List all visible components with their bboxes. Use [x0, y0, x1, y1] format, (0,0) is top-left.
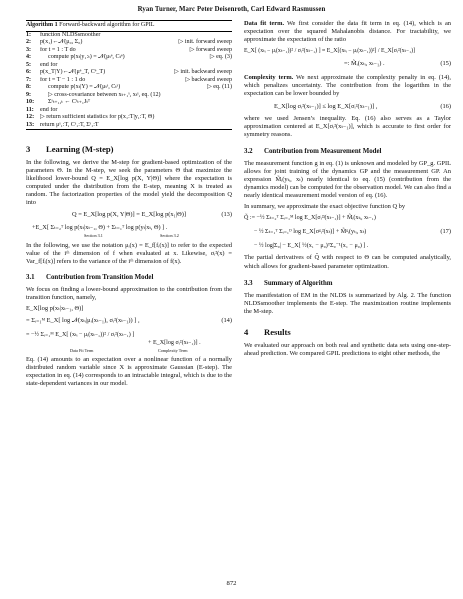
- algorithm-line-text: function NLDSsmoother: [40, 31, 101, 38]
- left-column: [26, 20, 232, 391]
- equation-16: [244, 103, 451, 111]
- algorithm-line-text: for t = 1 : T do: [40, 46, 76, 53]
- algorithm-line-text: ▷ cross-covariance between xₜ₊₁ˢ, xₜˢ, eq. (12): [48, 91, 161, 98]
- equation-line: E_X[log σᵢ²(xₜ₋₁)] ≤ log E_X[σᵢ²(xₜ₋₁)] ,: [274, 102, 378, 110]
- algorithm-line-number: 4:: [26, 54, 32, 60]
- algorithm-line-number: 7:: [26, 76, 32, 83]
- algorithm-line-number: 13:: [26, 121, 35, 128]
- equation-line: = Σᵢ₌₁ᴹ E_X[ log 𝒩(xₜᵢ|μᵢ(xₜ₋₁), σᵢ²(xₜ₋₁)) ] ,: [26, 317, 140, 325]
- section-number: 4: [244, 326, 249, 337]
- equation-number: (17): [440, 228, 451, 236]
- equation-line: − ½ log|Σ₀| − E_X[ ½(x₁ − μ₀)ᵀΣ₀⁻¹(x₁ − μ₀) ] .: [254, 243, 369, 250]
- subsection-title: Summary of Algorithm: [264, 279, 333, 287]
- algorithm-line: [26, 39, 232, 47]
- section-title: Learning (M-step): [46, 144, 114, 154]
- algorithm-line-comment: ▷ eq. (3): [209, 54, 232, 60]
- paragraph: In the following, we use the notation μᵢ(x) = E_f[fᵢ(x)] to refer to the expected value of the iᵗʰ dimension of f when evaluated at x. Likewise, σᵢ²(x) = Var_f[fᵢ(x)] refers to the variance of the iᵗʰ dimension of f(x).: [26, 241, 232, 265]
- algorithm-line-comment: ▷ backward sweep: [185, 76, 232, 83]
- paragraph: We focus on finding a lower-bound approximation to the contribution from the transition function, namely,: [26, 285, 232, 301]
- paragraph-text: We next approximate the complexity penalty in eq. (14), which penalizes uncertainty. The contribution from the logarithm in the expectation can be lower bounded by: [244, 74, 451, 98]
- page-number: 872: [226, 580, 237, 587]
- equation-line: − ½ Σₜ₌₁ᵀ Σᵢ₌₁ᴰ log E_X[σᵍᵢ²(xₜ)] + M̃ᵍᵢ(yₜᵢ, xₜ): [254, 229, 367, 236]
- section-title: Results: [264, 326, 291, 337]
- algorithm-line-text: end for: [40, 61, 58, 68]
- underbrace-label: Section 3.1: [84, 232, 103, 238]
- algorithm-line: [26, 54, 232, 62]
- equation-number: (13): [221, 210, 232, 218]
- algorithm-line-text: compute p(xₜ|Y) = 𝒩(μₜˢ, Cₜˢ): [48, 84, 121, 90]
- subsection-number: 3.2: [244, 147, 253, 155]
- algorithm-line-text: return μˢ₁:T, Cˢ₁:T, Σˢ₁:T: [40, 121, 99, 128]
- algorithm-label: Algorithm 1: [26, 22, 58, 28]
- algorithm-line-number: 6:: [26, 69, 32, 75]
- equation-line: E_X[ (xₜᵢ − μᵢ(xₜ₋₁))² / σᵢ²(xₜ₋₁) ] ≈ E_X[(xₜᵢ − μᵢ(xₜ₋₁))²] / E_X[σᵢ²(xₜ₋₁)]: [244, 48, 416, 55]
- algorithm-line-number: 12:: [26, 114, 35, 120]
- right-column: [244, 20, 451, 361]
- algorithm-line: [26, 77, 232, 85]
- algorithm-line-number: 10:: [26, 99, 35, 105]
- paragraph: In summary, we approximate the exact objective function Q by: [244, 203, 406, 211]
- algorithm-line-number: 1:: [26, 31, 32, 38]
- running-header: Ryan Turner, Marc Peter Deisenroth, Carl Edward Rasmussen: [137, 6, 326, 13]
- algorithm-line: [26, 107, 232, 115]
- paragraph: [244, 74, 451, 98]
- algorithm-line-number: 3:: [26, 46, 32, 53]
- algorithm-line: [26, 62, 232, 70]
- section-heading: [26, 144, 232, 154]
- equation-line: =: M̃ᵢ(xₜᵢ, xₜ₋₁) .: [344, 60, 385, 68]
- algorithm-line: [26, 69, 232, 77]
- algorithm-line: [26, 32, 232, 40]
- algorithm-line-number: 8:: [26, 84, 32, 90]
- algorithm-line-text: compute p(xₜ|y₁:ₜ) = 𝒩(μₜᵉ, Cₜᵉ): [48, 54, 125, 60]
- algorithm-line-comment: ▷ init. backward sweep: [174, 69, 232, 75]
- algorithm-line-text: p(x₁)←𝒩(μ₀, Σ₀): [40, 39, 83, 45]
- equation-line: Q̃ := −½ Σₜ₌₂ᵀ Σᵢ₌₁ᴹ log E_X[σᵢ²ʲ(xₜ₋₁)] + M̃ᵢ(xₜᵢ, xₜ₋₁): [244, 215, 376, 222]
- equation-15: [244, 47, 451, 68]
- subsection-title: Contribution from Measurement Model: [264, 147, 382, 155]
- algorithm-line-comment: ▷ init. forward sweep: [178, 39, 232, 45]
- equation-17: [244, 214, 451, 250]
- algorithm-line: [26, 99, 232, 107]
- subsection-heading: [244, 148, 451, 155]
- algorithm-line: [26, 114, 232, 122]
- equation-number: (15): [440, 60, 451, 68]
- paragraph: The partial derivatives of Q̃ with respect to Θ can be computed analytically, which allows for gradient-based parameter optimization.: [244, 254, 451, 270]
- algorithm-line-comment: ▷ forward sweep: [189, 46, 232, 53]
- paragraph: The manifestation of EM in the NLDS is summarized by Alg. 2. The function NLDSsmoother implements the E-step. The maximization routine implements the M-step.: [244, 291, 451, 315]
- algorithm-line-text: ▷ return sufficient statistics for p(x₁:T|y₁:T, Θ): [40, 114, 155, 120]
- algorithm-line-text: for t = T − 1 : 1 do: [40, 76, 86, 83]
- algorithm-line-text: end for: [40, 106, 58, 113]
- subsection-heading: [26, 274, 232, 281]
- underbrace-label: Section 3.2: [160, 232, 179, 238]
- algorithm-line: [26, 47, 232, 55]
- algorithm-line-number: 11:: [26, 106, 34, 113]
- underbrace-label: Complexity Term: [158, 348, 188, 354]
- algorithm-line: [26, 122, 232, 130]
- paragraph: The measurement function g in eq. (1) is unknown and modeled by GP_g. GPIL allows for joint training of the dynamics GP and the measurement GP. An expression M̃ᵢ(yₜᵢ, xₜ) nearly identical to eq. (15) (contribution from the dynamics model) can be computed for the observation model. We can also find a nearly identical measurement model version of eq. (16).: [244, 159, 451, 200]
- section-heading: [244, 327, 451, 337]
- algorithm-box: [26, 20, 232, 130]
- subsection-title: Contribution from Transition Model: [46, 273, 154, 281]
- equation-number: (14): [221, 317, 232, 325]
- paragraph: We evaluated our approach on both real and synthetic data sets using one-step-ahead prediction. We compared GPIL predictions to eight other methods, the: [244, 341, 451, 357]
- subsection-heading: [244, 280, 451, 287]
- equation-13: [26, 211, 232, 239]
- algorithm-line: [26, 92, 232, 100]
- equation-number: (16): [440, 102, 451, 110]
- algorithm-line-text: Σˢₜ₊₁,ₜ ← Cˢₜ₊₁Jₜᵀ: [48, 99, 91, 105]
- equation-line: +E_X[ Σₜ₌₂ᵀ log p(xₜ|xₜ₋₁, Θ) + Σₜ₌₁ᵀ log p(yₜ|xₜ, Θ) ] .: [32, 223, 168, 231]
- equation-line: + E_X[log σᵢ²(xₜ₋₁)] .: [148, 340, 201, 347]
- section-number: 3: [26, 144, 31, 154]
- paragraph-lead: Data fit term.: [244, 20, 285, 27]
- algorithm-lines: [26, 32, 232, 130]
- algorithm-title: [26, 21, 232, 32]
- algorithm-line-text: p(x_T|Y)←𝒩(μᵉ_T, Cᵉ_T): [40, 69, 106, 75]
- paragraph: Eq. (14) amounts to an expectation over a nonlinear function of a normally distributed random variable since X is approximate Gaussian (E-step). The expectation in eq. (14) corresponds to an intractable integral, which is due to the state-dependent variances in our model.: [26, 356, 232, 388]
- algorithm-line-number: 9:: [26, 91, 32, 98]
- underbrace-label: Data Fit Term: [70, 348, 94, 354]
- algorithm-line: [26, 84, 232, 92]
- equation-line: E_X[log p(xₜ|xₜ₋₁, Θ)]: [26, 305, 84, 313]
- algorithm-line-number: 2:: [26, 39, 32, 45]
- paragraph: [244, 20, 451, 44]
- subsection-number: 3.3: [244, 279, 253, 287]
- paragraph-lead: Complexity term.: [244, 74, 294, 82]
- algorithm-line-number: 5:: [26, 61, 32, 68]
- paragraph-text: We first consider the data fit term in eq. (14), which is an expectation over the squared Mahalanobis distance. For tractability, we approximate the expectation of the ratio: [244, 20, 451, 44]
- algorithm-line-comment: ▷ eq. (11): [207, 84, 232, 90]
- equation-14: [26, 305, 232, 354]
- paragraph: In the following, we derive the M-step for gradient-based optimization of the parameters Θ. In the M-step, we seek the parameters Θ that maximize the likelihood lower-bound Q = E_X[log p(X, Y|Θ)] where the expectation is computed under the distribution from the E-step, meaning X is treated as random. The factorization properties of the model yield the decomposition Q into: [26, 159, 232, 207]
- algorithm-caption: Forward-backward algorithm for GPIL: [57, 22, 155, 28]
- equation-line: Q = E_X[log p(X, Y|Θ)] = E_X[log p(x₁|Θ)]: [72, 210, 186, 218]
- equation-line: = −½ Σᵢ₌₁ᴹ E_X[ (xₜᵢ − μᵢ(xₜ₋₁))² / σᵢ²(xₜ₋₁) ]: [26, 332, 135, 339]
- paragraph: where we used Jensen’s inequality. Eq. (16) also serves as a Taylor approximation centered at E_X[σᵢ²(xₜ₋₁)], which is accurate to first order for symmetry reasons.: [244, 114, 451, 138]
- subsection-number: 3.1: [26, 273, 35, 281]
